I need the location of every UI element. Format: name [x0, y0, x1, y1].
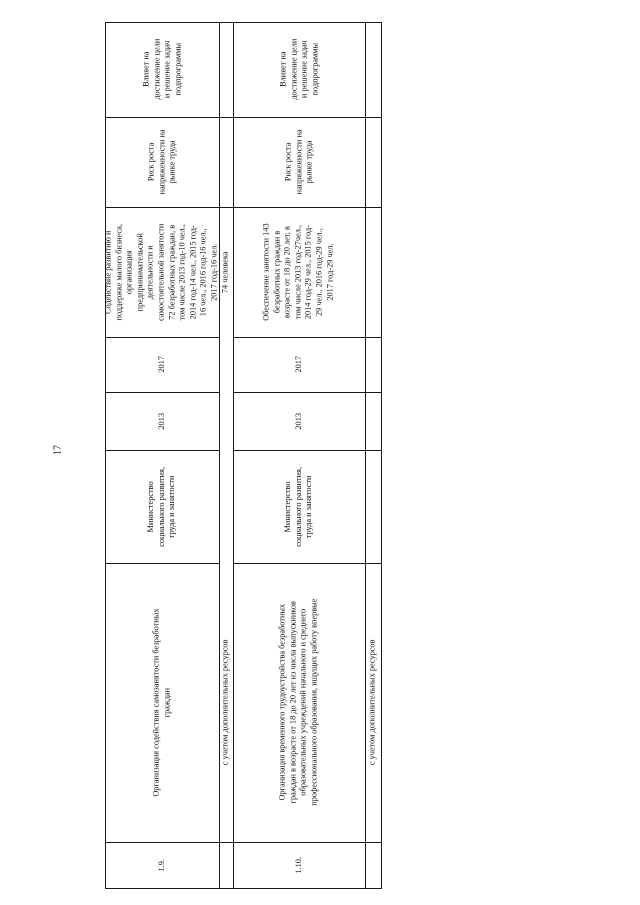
row-1-9-note-value: 74 человека: [220, 251, 230, 293]
row-1-10-end-year: 2017: [293, 356, 303, 373]
row-1-9-impact: Влияет на достижение цели и решение задач подпрограммы: [140, 39, 182, 100]
page-number: 17: [52, 445, 64, 455]
row-1-9-risk: Риск роста напряженности на рынке труда: [146, 129, 177, 195]
row-1-10-number: 1.10.: [293, 856, 303, 874]
row-1-10-note-label: с учетом дополнительных ресурсов: [367, 639, 377, 766]
row-1-10-start-year: 2013: [293, 412, 303, 430]
row-1-10-executor: Министерство социального развития, труда и занятости: [283, 466, 314, 547]
row-1-9-executor: Министерство социального развития, труда и занятости: [146, 466, 177, 547]
row-1-10-impact: Влияет на достижение цели и решение задач подпрограммы: [277, 39, 319, 100]
row-1-9-number: 1.9.: [156, 858, 166, 872]
row-1-10-result: Обеспечение занятости 143 безработных граждан в возрасте от 18 до 20 лет, в том числе 2013 год-27чел., 2014 год-29 чел., 2015 год- 29 чел., 2016 год-29 чел., 2017 год-29 чел.: [261, 223, 335, 321]
row-1-10-risk: Риск роста напряженности на рынке труда: [283, 129, 314, 195]
row-1-9-start-year: 2013: [156, 412, 166, 430]
measures-table: [105, 22, 382, 888]
row-1-9-title: Организация содействия самозанятости безработных граждан: [151, 608, 172, 797]
row-1-9-note-label: с учетом дополнительных ресурсов: [220, 639, 230, 766]
row-1-9-result: Содействие развитию и поддержке малого бизнеса, организация предпринимательской деятельности и самостоятельной занятости 72 безработных граждан, в том числе 2013 год-10 чел., 2014 год-14 чел., 2015 год- 16 чел., 2016 год-16 чел., 2017 год-16 чел.: [103, 223, 219, 321]
row-1-9-end-year: 2017: [156, 356, 166, 373]
row-1-10-title: Организация временного трудоустройства безработных граждан в возрасте от 18 до 20 лет из числа выпускников образовательных учреждений начального и среднего профессионального образования, ищущих работу впервые: [277, 598, 319, 807]
